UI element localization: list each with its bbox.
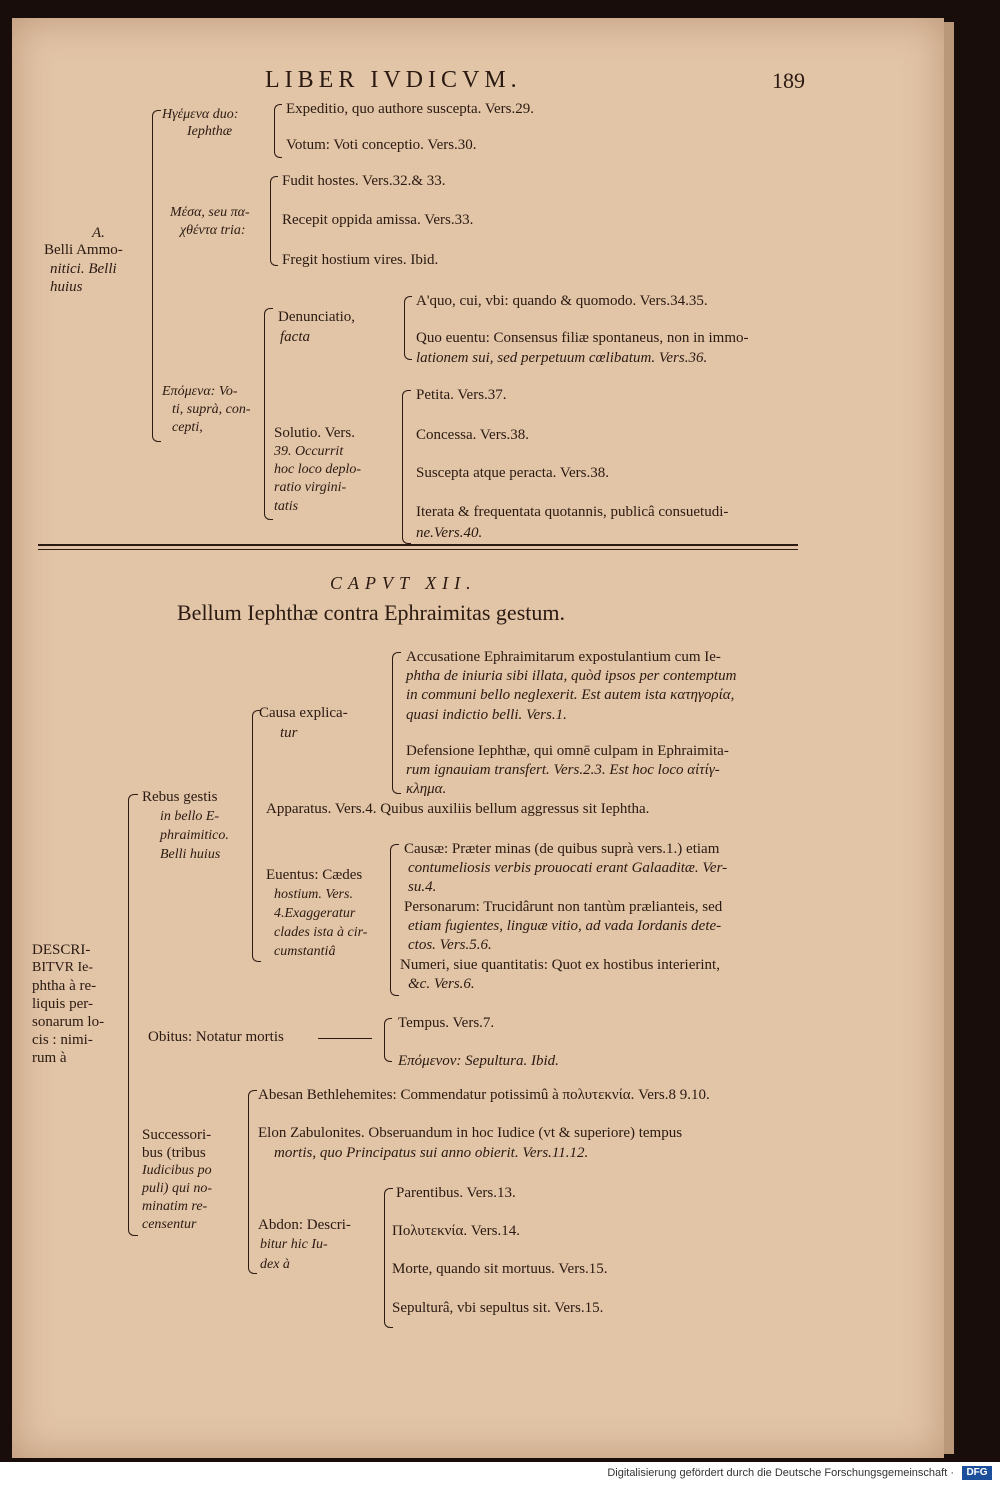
lower-root-line: cis : nimi- [32, 1032, 93, 1048]
branch-label: ti, suprà, con- [172, 402, 251, 417]
successoribus-label: censentur [142, 1217, 197, 1232]
b1-item: Votum: Voti conceptio. Vers.30. [286, 137, 477, 153]
footer-bar [0, 1462, 1000, 1485]
euentus-label: clades ista à cir- [274, 925, 368, 940]
solutio-item: Suscepta atque peracta. Vers.38. [416, 465, 609, 481]
causa-item: Accusatione Ephraimitarum expostulantium cum Ie- [406, 649, 721, 665]
branch-label: Iephthæ [187, 124, 233, 139]
denun-brace [404, 296, 412, 360]
elon-line: mortis, quo Principatus sui anno obierit. Vers.11.12. [274, 1145, 589, 1161]
denun-item: A'quo, cui, vbi: quando & quomodo. Vers.34.35. [416, 293, 708, 309]
upper-root-brace [152, 110, 161, 442]
b1-item: Expeditio, quo authore suscepta. Vers.29. [286, 101, 535, 117]
funding-credit: Digitalisierung gefördert durch die Deutsche Forschungsgemeinschaft · [607, 1467, 954, 1479]
apparatus: Apparatus. Vers.4. Quibus auxiliis bellum aggressus sit Iephtha. [266, 801, 650, 817]
euentus-item: su.4. [408, 879, 437, 895]
running-title: LIBER IVDICVM. [265, 67, 522, 93]
lower-root-brace [128, 794, 138, 1236]
solutio-item: Concessa. Vers.38. [416, 427, 530, 443]
lower-root-line: DESCRI- [32, 942, 91, 958]
obitus-label: Obitus: Notatur mortis [148, 1029, 284, 1045]
succ-brace [248, 1090, 257, 1274]
causa-item: κλημα. [406, 781, 447, 797]
causa-item: in communi bello neglexerit. Est autem ista κατηγορία, [406, 687, 735, 703]
b2-item: Fudit hostes. Vers.32.& 33. [282, 173, 446, 189]
denunciatio-label: facta [280, 329, 310, 345]
euentus-label: 4.Exaggeratur [274, 906, 356, 921]
lower-root-line: phtha à re- [32, 978, 97, 994]
abdon-item: Morte, quando sit mortuus. Vers.15. [392, 1261, 608, 1277]
upper-root-line: A. [92, 225, 105, 241]
solutio-item: Iterata & frequentata quotannis, publicâ consuetudi- [416, 504, 729, 520]
lower-root-line: BITVR Ie- [32, 960, 94, 975]
abdon-item: Parentibus. Vers.13. [396, 1185, 516, 1201]
euentus-item: Causæ: Præter minas (de quibus suprà vers.1.) etiam [404, 841, 720, 857]
branch-label: cepti, [172, 420, 203, 435]
causa-item: rum ignauiam transfert. Vers.2.3. Est hoc loco αἰτίγ- [406, 762, 720, 778]
euentus-label: cumstantiâ [274, 944, 336, 959]
branch-label: χθέντα tria: [180, 223, 246, 238]
elon-line: Elon Zabulonites. Obseruandum in hoc Iudice (vt & superiore) tempus [258, 1125, 683, 1141]
upper-root-line: Belli Ammo- [44, 242, 123, 258]
solutio-label: 39. Occurrit [274, 444, 344, 459]
euentus-brace [390, 844, 399, 996]
rebus-label: Belli huius [160, 847, 221, 862]
rebus-label: Rebus gestis [142, 789, 218, 805]
upper-root-line: nitici. Belli [50, 261, 117, 277]
solutio-label: Solutio. Vers. [274, 425, 355, 441]
obitus-connector [318, 1038, 372, 1039]
rebus-brace [252, 710, 261, 962]
obitus-item: Tempus. Vers.7. [398, 1015, 495, 1031]
causa-item: Defensione Iephthæ, qui omnē culpam in Ephraimita- [406, 743, 729, 759]
b2-brace [270, 176, 278, 266]
euentus-label: hostium. Vers. [274, 887, 353, 902]
causa-item: phtha de iniuria sibi illata, quòd ipsos per contemptum [406, 668, 737, 684]
euentus-label: Euentus: Cædes [266, 867, 363, 883]
obitus-item: Επόμενον: Sepultura. Ibid. [398, 1053, 559, 1069]
lower-root-line: rum à [32, 1050, 67, 1066]
abdon-item: Πολυτεκνία. Vers.14. [392, 1223, 520, 1239]
successoribus-label: puli) qui no- [142, 1181, 212, 1196]
lower-root-line: sonarum lo- [32, 1014, 105, 1030]
b3-brace [264, 308, 273, 520]
page-edge [944, 22, 954, 1454]
abdon-item: Sepulturâ, vbi sepultus sit. Vers.15. [392, 1300, 604, 1316]
rebus-label: in bello E- [160, 809, 220, 824]
chapter-title: Bellum Iephthæ contra Ephraimitas gestum. [177, 600, 565, 625]
euentus-item: &c. Vers.6. [408, 976, 475, 992]
denun-item: Quo euentu: Consensus filiæ spontaneus, non in immo- [416, 330, 749, 346]
solutio-label: tatis [274, 499, 299, 514]
obitus-brace [384, 1018, 392, 1062]
rebus-label: phraimitico. [160, 828, 229, 843]
chapter-heading: CAPVT XII. [330, 573, 477, 593]
page-number: 189 [772, 68, 805, 93]
solutio-label: hoc loco deplo- [274, 462, 362, 477]
euentus-item: etiam fugientes, linguæ vitio, ad vada Iordanis dete- [408, 918, 722, 934]
denun-item: lationem sui, sed perpetuum cœlibatum. Vers.36. [416, 350, 708, 366]
euentus-item: Personarum: Trucidârunt non tantùm prælianteis, sed [404, 899, 723, 915]
b2-item: Recepit oppida amissa. Vers.33. [282, 212, 474, 228]
section-rule [38, 544, 798, 546]
section-rule-thin [38, 549, 798, 550]
solutio-brace [402, 390, 411, 544]
causa-label: Causa explica- [259, 705, 348, 721]
solutio-item: ne.Vers.40. [416, 525, 483, 541]
dfg-logo[interactable]: DFG [962, 1466, 992, 1480]
lower-root-line: liquis per- [32, 996, 93, 1012]
branch-label: Επόμενα: Vo- [162, 384, 238, 399]
euentus-item: contumeliosis verbis prouocati erant Galaaditæ. Ver- [408, 860, 728, 876]
solutio-item: Petita. Vers.37. [416, 387, 507, 403]
upper-root-line: huius [50, 279, 83, 295]
solutio-label: ratio virgini- [274, 480, 347, 495]
successoribus-label: bus (tribus [142, 1145, 206, 1161]
causa-item: quasi indictio belli. Vers.1. [406, 707, 567, 723]
abdon-label: dex à [260, 1257, 290, 1272]
successoribus-label: Iudicibus po [142, 1163, 212, 1178]
b2-item: Fregit hostium vires. Ibid. [282, 252, 439, 268]
abesan: Abesan Bethlehemites: Commendatur potissimû à πολυτεκνία. Vers.8 9.10. [258, 1087, 710, 1103]
causa-brace [392, 652, 401, 794]
successoribus-label: Successori- [142, 1127, 212, 1143]
b1-brace [274, 104, 282, 158]
abdon-label: Abdon: Descri- [258, 1217, 351, 1233]
successoribus-label: minatim re- [142, 1199, 208, 1214]
euentus-item: Numeri, siue quantitatis: Quot ex hostibus interierint, [400, 957, 720, 973]
causa-label: tur [280, 725, 298, 741]
euentus-item: ctos. Vers.5.6. [408, 937, 492, 953]
denunciatio-label: Denunciatio, [278, 309, 356, 325]
book-page [12, 18, 944, 1458]
branch-label: Μέσα, seu πα- [170, 205, 250, 220]
abdon-label: bitur hic Iu- [260, 1237, 328, 1252]
branch-label: Ηγέμενα duo: [162, 107, 239, 122]
